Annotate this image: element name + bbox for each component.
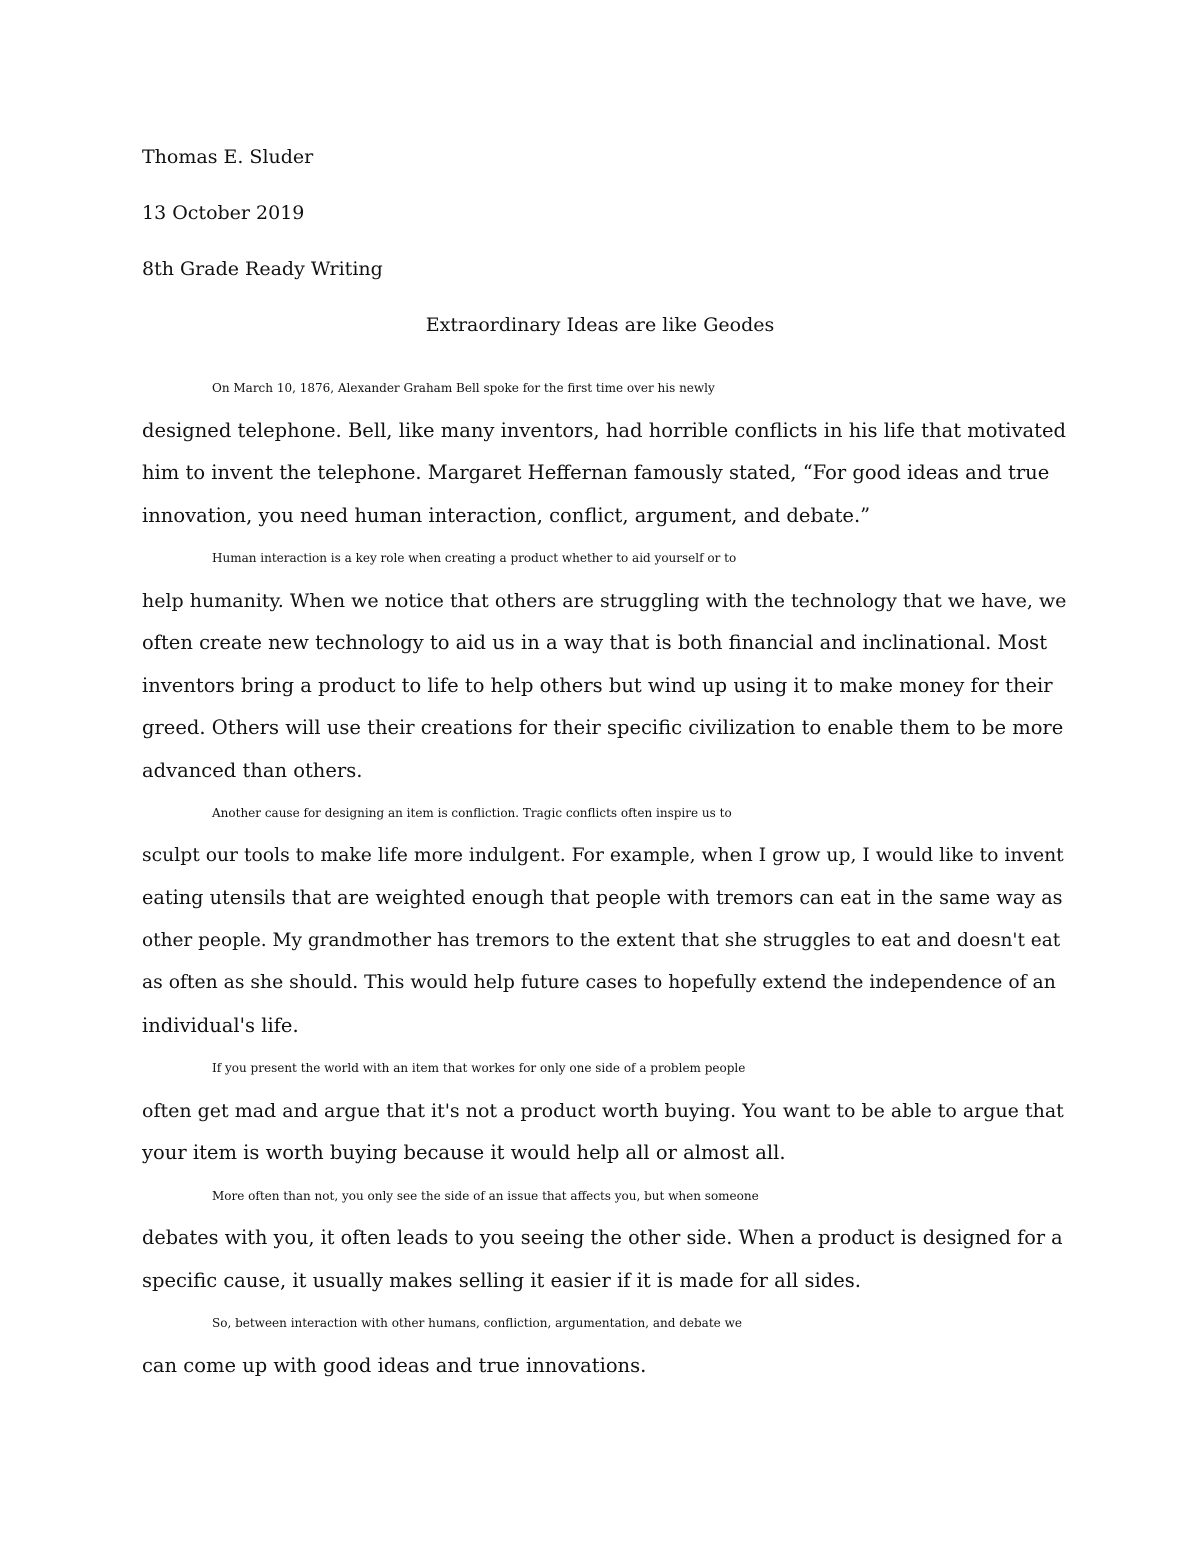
text-line: sculpt our tools to make life more indulgent. For example, when I grow up, I would like to invent xyxy=(142,844,1064,866)
text-line: often create new technology to aid us in a way that is both financial and inclinational. Most xyxy=(142,631,1048,654)
text-line: On March 10, 1876, Alexander Graham Bell spoke for the first time over his newly xyxy=(212,381,715,395)
text-line: If you present the world with an item that workes for only one side of a problem people xyxy=(212,1061,746,1075)
text-line: So, between interaction with other humans, confliction, argumentation, and debate we xyxy=(212,1316,742,1330)
paragraph-human-interaction xyxy=(142,537,1067,792)
paragraph-conclusion xyxy=(142,1302,1067,1387)
paragraph-debate xyxy=(142,1175,1067,1303)
text-line: greed. Others will use their creations for their specific civilization to enable them to be more xyxy=(142,716,1064,739)
text-line: help humanity. When we notice that others are struggling with the technology that we have, we xyxy=(142,589,1067,612)
text-line: specific cause, it usually makes selling it easier if it is made for all sides. xyxy=(142,1268,861,1292)
text-line: him to invent the telephone. Margaret Heffernan famously stated, “For good ideas and true xyxy=(142,461,1050,484)
paragraph-confliction xyxy=(142,792,1067,1047)
text-line: other people. My grandmother has tremors to the extent that she struggles to eat and doesn't eat xyxy=(142,929,1061,951)
text-line: your item is worth buying because it would help all or almost all. xyxy=(142,1141,786,1164)
essay-date: 13 October 2019 xyxy=(142,202,305,224)
text-line: individual's life. xyxy=(142,1013,299,1037)
essay-body xyxy=(142,367,1067,1387)
author-name: Thomas E. Sluder xyxy=(142,146,314,168)
essay-title: Extraordinary Ideas are like Geodes xyxy=(425,314,775,336)
text-line: More often than not, you only see the side of an issue that affects you, but when someone xyxy=(212,1188,759,1203)
paragraph-intro xyxy=(142,367,1067,537)
text-line: Another cause for designing an item is confliction. Tragic conflicts often inspire us to xyxy=(212,806,732,820)
text-line: advanced than others. xyxy=(142,758,363,782)
text-line: as often as she should. This would help future cases to hopefully extend the independence of an xyxy=(142,972,1056,993)
text-line: often get mad and argue that it's not a product worth buying. You want to be able to argue that xyxy=(142,1099,1064,1122)
text-line: debates with you, it often leads to you seeing the other side. When a product is designed for a xyxy=(142,1226,1063,1249)
text-line: designed telephone. Bell, like many inventors, had horrible conflicts in his life that motivated xyxy=(142,418,1067,442)
text-line: innovation, you need human interaction, conflict, argument, and debate.” xyxy=(142,503,871,527)
text-line: eating utensils that are weighted enough that people with tremors can eat in the same way as xyxy=(142,886,1063,909)
text-line: Human interaction is a key role when creating a product whether to aid yourself or to xyxy=(212,551,737,565)
course-name: 8th Grade Ready Writing xyxy=(142,258,383,280)
text-line: can come up with good ideas and true innovations. xyxy=(142,1353,647,1377)
paragraph-argument xyxy=(142,1047,1067,1175)
text-line: inventors bring a product to life to help others but wind up using it to make money for their xyxy=(142,673,1053,697)
